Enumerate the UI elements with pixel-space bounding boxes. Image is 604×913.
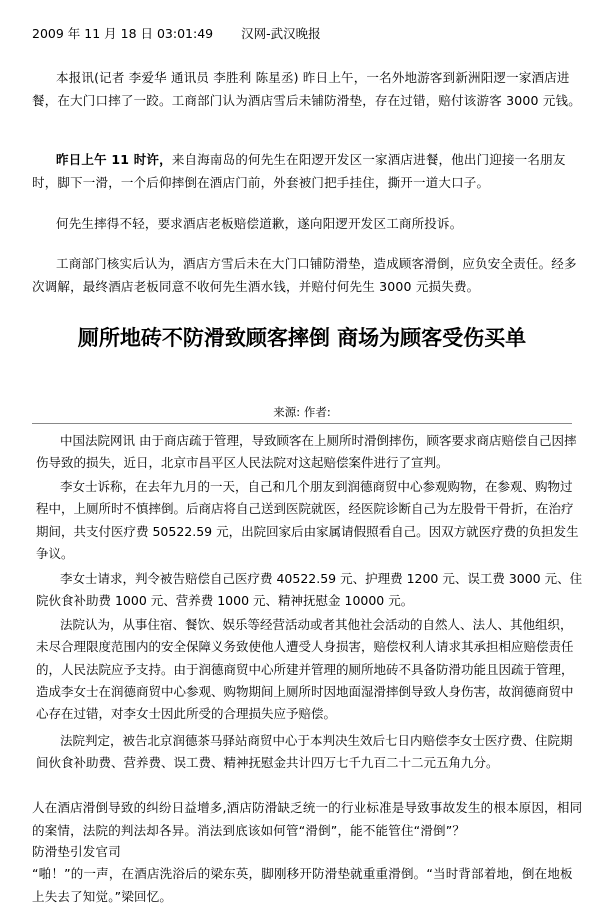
story1-paragraph-3: 何先生摔得不轻，要求酒店老板赔偿道歉，遂向阳逻开发区工商所投诉。 xyxy=(56,216,463,231)
story2-paragraph-2: 李女士诉称，在去年九月的一天，自己和几个朋友到润德商贸中心参观购物，在参观、购物过程中，上厕所时不慎摔倒。后商店将自己送到医院就医，经医院诊断自己为左股骨干骨折，在治疗期间，共支付医疗费 50522.59 元，出院回家后由家属请假照看自己。因双方就医疗费的负担发生争议。 xyxy=(36,479,579,561)
story1-lead: 本报讯(记者 李爱华 通讯员 李胜利 陈星丞) 昨日上午，一名外地游客到新洲阳逻一家酒店进餐，在大门口摔了一跤。工商部门认为酒店雪后未铺防滑垫，存在过错，赔付该游客 3000 元钱。 xyxy=(32,70,581,108)
publish-datetime: 2009 年 11 月 18 日 03:01:49 xyxy=(32,26,214,41)
story1-paragraph-2-text: 来自海南岛的何先生在阳逻开发区一家酒店进餐，他出门迎接一名朋友时，脚下一滑，一个后仰摔倒在酒店门前，外套被门把手挂住，撕开一道大口子。 xyxy=(32,152,566,190)
story1-time-highlight: 昨日上午 11 时许， xyxy=(56,152,172,167)
story2-paragraph-4: 法院认为，从事住宿、餐饮、娱乐等经营活动或者其他社会活动的自然人、法人、其他组织，未尽合理限度范围内的安全保障义务致使他人遭受人身损害，赔偿权利人请求其承担相应赔偿责任的，人民法院应予支持。由于润德商贸中心所建并管理的厕所地砖不具备防滑功能且因疏于管理，造成李女士在润德商贸中心参观、购物期间上厕所时因地面湿滑摔倒导致人身伤害，故润德商贸中心存在过错，对李女士因此所受的合理损失应予赔偿。 xyxy=(36,617,574,722)
story2-paragraph-1: 中国法院网讯 由于商店疏于管理，导致顾客在上厕所时滑倒摔伤，顾客要求商店赔偿自己因摔伤导致的损失，近日，北京市昌平区人民法院对这起赔偿案件进行了宣判。 xyxy=(36,433,577,471)
article-meta xyxy=(32,24,345,42)
story2-paragraph-3: 李女士请求，判令被告赔偿自己医疗费 40522.59 元、护理费 1200 元、误工费 3000 元、住院伙食补助费 1000 元、营养费 1000 元、精神抚慰金 10000 元。 xyxy=(36,571,583,609)
story1-paragraph-4: 工商部门核实后认为，酒店方雪后未在大门口铺防滑垫，造成顾客滑倒，应负安全责任。经多次调解，最终酒店老板同意不收何先生酒水钱，并赔付何先生 3000 元损失费。 xyxy=(32,256,577,294)
divider xyxy=(32,423,572,424)
story3-paragraph-2: “啪！”的一声，在酒店洗浴后的梁东英，脚刚移开防滑垫就重重滑倒。“当时背部着地，倒在地板上失去了知觉。”梁回忆。 xyxy=(32,866,573,904)
story2-paragraph-5: 法院判定，被告北京润德茶马驿站商贸中心于本判决生效后七日内赔偿李女士医疗费、住院期间伙食补助费、营养费、误工费、精神抚慰金共计四万七千九百二十二元五角九分。 xyxy=(36,733,573,771)
publication-source: 汉网-武汉晚报 xyxy=(241,26,321,41)
story2-source-line: 来源: 作者: xyxy=(273,405,331,419)
story3-subheading: 防滑垫引发官司 xyxy=(32,844,121,859)
story2-title: 厕所地砖不防滑致顾客摔倒 商场为顾客受伤买单 xyxy=(77,325,527,350)
story3-paragraph-1: 人在酒店滑倒导致的纠纷日益增多,酒店防滑缺乏统一的行业标准是导致事故发生的根本原因，相同的案情，法院的判法却各异。消法到底该如何管“滑倒”，能不能管住“滑倒”？ xyxy=(32,800,583,838)
story1-paragraph-2 xyxy=(32,148,584,194)
